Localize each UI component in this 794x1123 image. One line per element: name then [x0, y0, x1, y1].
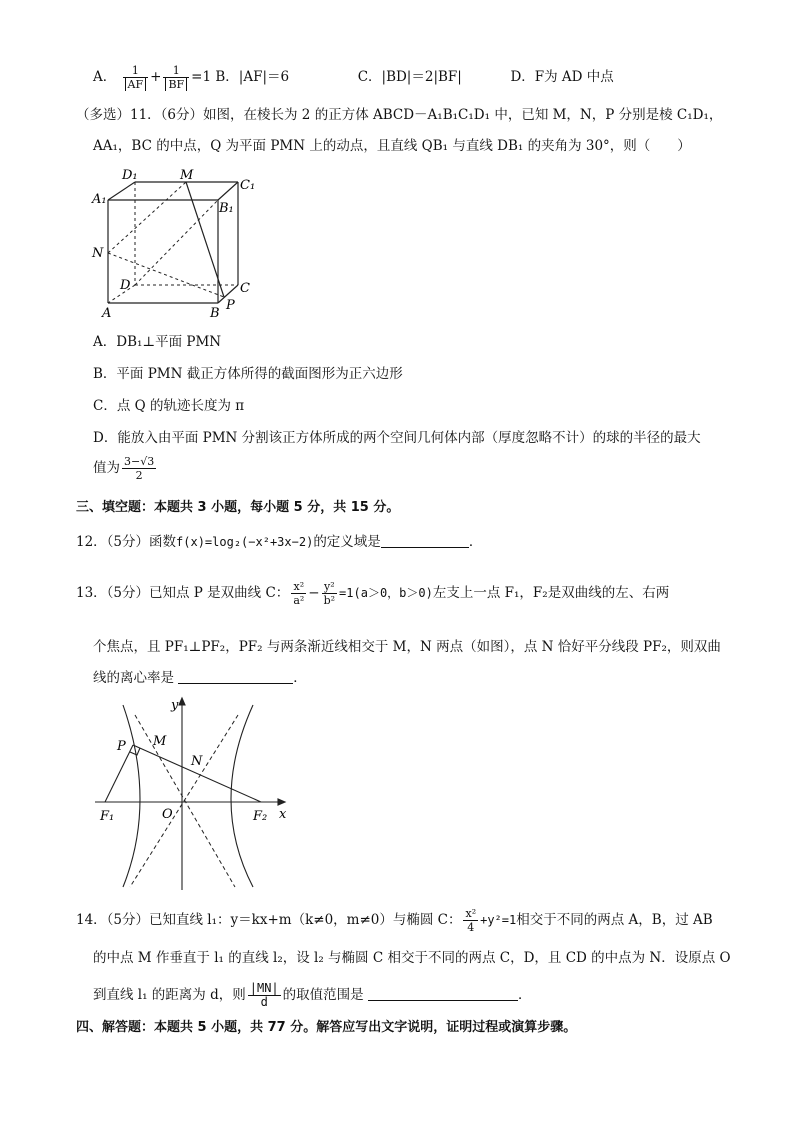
- q11-option-d-line2: 值为 $\frac{3-√3}{2}$: [93, 455, 155, 482]
- cube-label-c1: C₁: [240, 178, 256, 193]
- q11-option-d-line1: D．能放入由平面 PMN 分割该正方体所成的两个空间几何体内部（厚度忽略不计）的球的半径的最大: [93, 430, 701, 446]
- q14-line1: 14．（5分）已知直线 l₁：y＝kx+m（k≠0，m≠0）与椭圆 C： $\frac{\text{x²}}{4}$ +y²=1相交于不同的两点 A，B，过 AB: [76, 907, 713, 934]
- section3-heading: 三、填空题：本题共 3 小题，每小题 5 分，共 15 分。: [76, 500, 400, 515]
- fig13-label-o: O: [162, 807, 173, 822]
- q10-option-d: D．F为 AD 中点: [510, 69, 614, 85]
- fig13-label-f2: F₂: [253, 809, 268, 824]
- q14-line2: 的中点 M 作垂直于 l₁ 的直线 l₂，设 l₂ 与椭圆 C 相交于不同的两点 C，D，且 CD 的中点为 N．设原点 O: [93, 950, 731, 966]
- cube-label-d: D: [120, 278, 131, 293]
- cube-label-b1: B₁: [219, 201, 234, 216]
- q11-cube-figure: [88, 165, 258, 320]
- q12-formula: f(x)=log₂(−x²+3x−2): [176, 535, 314, 549]
- q11-option-d-frac: $\frac{3-√3}{2}$: [124, 455, 155, 482]
- q12-answer-blank[interactable]: [381, 533, 469, 548]
- q10-option-b: B．|AF|＝6: [215, 69, 290, 85]
- q10-option-a-frac2: $\frac{1}{BF}$: [163, 64, 189, 91]
- q13-line3: 线的离心率是 ．: [93, 670, 307, 686]
- cube-label-n: N: [92, 246, 104, 261]
- q11-option-b: B．平面 PMN 截正方体所得的截面图形为正六边形: [93, 366, 403, 382]
- q11-stem-line1: （多选）11．（6分）如图，在棱长为 2 的正方体 ABCD－A₁B₁C₁D₁ 中，已知 M，N，P 分别是棱 C₁D₁，: [76, 107, 723, 123]
- q11-option-a: A．DB₁⊥平面 PMN: [93, 334, 222, 350]
- q10-option-a-frac1: $\frac{1}{AF}$: [123, 64, 149, 91]
- cube-label-d1: D₁: [122, 168, 138, 183]
- q14-ratio-frac: $\frac{|MN|}{d}$: [249, 981, 279, 1009]
- section4-heading: 四、解答题：本题共 5 小题，共 77 分。解答应写出文字说明，证明过程或演算步骤。: [76, 1020, 577, 1035]
- cube-label-m: M: [180, 168, 194, 183]
- fig13-label-n: N: [191, 754, 203, 769]
- q11-option-c: C．点 Q 的轨迹长度为 π: [93, 398, 245, 414]
- fig13-label-p: P: [117, 739, 126, 754]
- q12-line: 12．（5分）函数f(x)=log₂(−x²+3x−2)的定义域是 ．: [76, 534, 483, 550]
- q13-line2: 个焦点，且 PF₁⊥PF₂，PF₂ 与两条渐近线相交于 M，N 两点（如图），点 N 恰好平分线段 PF₂，则双曲: [93, 639, 721, 655]
- q13-line1: 13．（5分）已知点 P 是双曲线 C： $\frac{\text{x²}}{\text{a²}}$ − $\frac{\text{y²}}{\text{b²}}$ =1(a＞0，b＞0)左支上一点 F₁，F₂是双曲线的左、右两: [76, 580, 670, 607]
- fig13-label-y: y: [171, 698, 179, 713]
- q10-option-c: C．|BD|＝2|BF|: [357, 69, 462, 85]
- fig13-label-f1: F₁: [100, 809, 115, 824]
- fig13-label-m: M: [153, 734, 167, 749]
- q14-line3: 到直线 l₁ 的距离为 d，则 $\frac{|MN|}{d}$ 的取值范围是 ．: [93, 981, 532, 1009]
- q13-answer-blank[interactable]: [178, 669, 293, 684]
- q10-option-a-label: A．: [93, 69, 117, 85]
- fig13-label-x: x: [279, 807, 287, 822]
- q13-hyperbola-figure: [95, 695, 295, 890]
- cube-label-a1: A₁: [92, 192, 107, 207]
- cube-label-c: C: [240, 281, 250, 296]
- q10-option-a-tail: =1: [191, 69, 212, 85]
- cube-label-b: B: [210, 306, 220, 320]
- cube-label-p: P: [226, 298, 235, 313]
- q10-options: A． $\frac{1}{AF}$ + $\frac{1}{BF}$ =1 B．|AF|＝6 C．|BD|＝2|BF| D．F为 AD 中点: [93, 64, 614, 91]
- q11-stem-line2: AA₁，BC 的中点，Q 为平面 PMN 上的动点，且直线 QB₁ 与直线 DB₁ 的夹角为 30°，则（ ）: [93, 138, 691, 154]
- cube-label-a: A: [102, 306, 112, 320]
- q14-answer-blank[interactable]: [368, 986, 518, 1001]
